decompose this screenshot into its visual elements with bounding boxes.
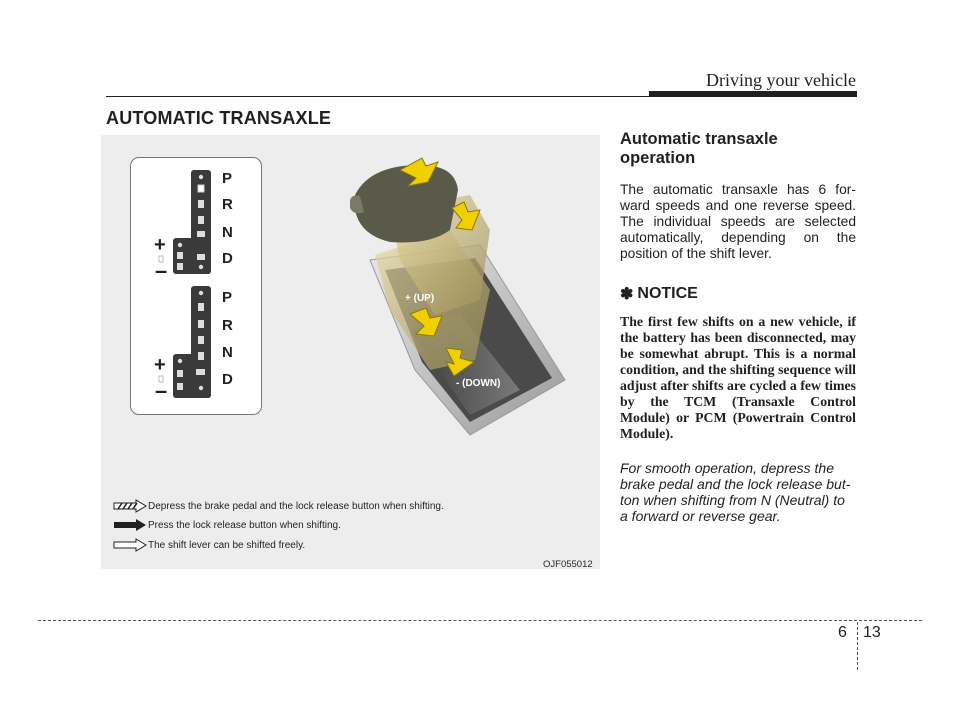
gate-minus: – bbox=[155, 258, 168, 283]
header-bar bbox=[649, 91, 857, 97]
up-label: + (UP) bbox=[405, 293, 435, 304]
legend-row bbox=[112, 499, 444, 513]
hatched-arrow-icon bbox=[112, 499, 148, 513]
content-column bbox=[620, 130, 856, 524]
gate-plus: + bbox=[154, 234, 166, 256]
legend-text: Press the lock release button when shifting. bbox=[148, 519, 341, 531]
chapter-number: 6 bbox=[838, 624, 847, 641]
subheading: Automatic transaxle operation bbox=[620, 130, 778, 167]
down-label: - (DOWN) bbox=[456, 378, 501, 389]
italic-paragraph: For smooth operation, depress the brake pedal and the lock release but-ton when shifting from N (Neutral) to a forward or reverse gear. bbox=[620, 460, 851, 524]
intro-paragraph: The automatic transaxle has 6 for-ward speeds and one reverse speed. The individual speeds are selected automatically, depending on the position of the shift lever. bbox=[620, 182, 856, 261]
gate-minus: – bbox=[155, 378, 168, 403]
notice-paragraph: The first few shifts on a new vehicle, if the battery has been disconnected, may be somewhat abrupt. This is a normal condition, and the shifting sequence will adjust after shifts are cycled a few times by the TCM (Transaxle Control Module) or PCM (Powertrain Control Module). bbox=[620, 314, 856, 441]
page-number: 13 bbox=[863, 624, 881, 641]
legend-row bbox=[112, 538, 305, 552]
notice-icon: ✽ bbox=[620, 286, 634, 303]
section-title: AUTOMATIC TRANSAXLE bbox=[106, 108, 332, 128]
gate-letter-r: R bbox=[222, 317, 233, 334]
page-separator bbox=[857, 622, 858, 670]
solid-arrow-icon bbox=[112, 518, 148, 532]
running-header: Driving your vehicle bbox=[706, 70, 856, 90]
figure-code: OJF055012 bbox=[543, 559, 593, 570]
gate-plus: + bbox=[154, 354, 166, 376]
gate-letter-r: R bbox=[222, 196, 233, 213]
gate-letter-p: P bbox=[222, 289, 233, 306]
legend-text: The shift lever can be shifted freely. bbox=[148, 539, 306, 551]
gate-letter-d: D bbox=[222, 250, 233, 267]
shift-gate-diagram bbox=[130, 157, 262, 415]
legend-row bbox=[112, 518, 341, 532]
gate-letter-n: N bbox=[222, 224, 233, 241]
gate-letter-d: D bbox=[222, 371, 233, 388]
outline-arrow-icon bbox=[112, 538, 148, 552]
shift-lever-illustration bbox=[330, 150, 590, 450]
notice-heading bbox=[620, 284, 856, 304]
shift-gate-svg bbox=[131, 158, 261, 414]
footer-rule bbox=[38, 620, 922, 621]
notice-title: NOTICE bbox=[637, 285, 698, 302]
legend-text: Depress the brake pedal and the lock release button when shifting. bbox=[148, 500, 444, 512]
gate-letter-n: N bbox=[222, 344, 233, 361]
gate-letter-p: P bbox=[222, 170, 233, 187]
